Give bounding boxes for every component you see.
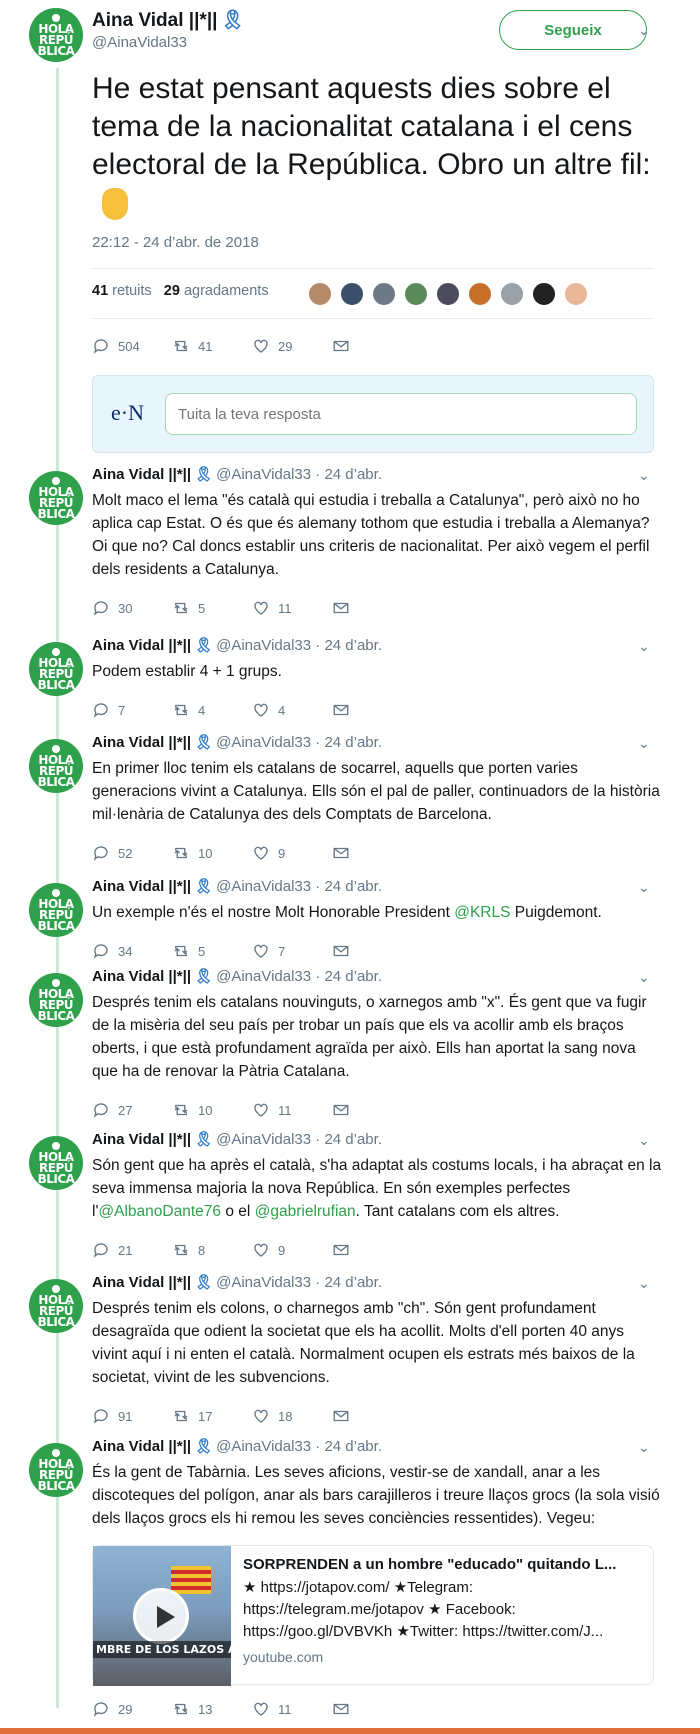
card-title[interactable]: SORPRENDEN a un hombre "educado" quitando L... [243, 1556, 617, 1573]
tweet-text [92, 489, 662, 581]
retweet-button[interactable] [172, 337, 224, 355]
avatar[interactable] [29, 642, 83, 696]
avatar-text: REPÚ [39, 32, 73, 47]
avatar-text: HOLA [38, 752, 74, 767]
liker-avatar[interactable] [531, 281, 557, 307]
tweet-text-part: Són gent que ha après el català, s'ha adaptat als costums locals, i ha abraçat en la seva immensa majoria la nova República. En són exemples perfectes l' [92, 1157, 662, 1220]
retweet-count: 5 [198, 600, 206, 616]
tweet-text-part: Després tenim els colons, o charnegos amb "ch". Són gent profundament desagraïda que odient la societat que els ha acollit. Molts d'ell porten 40 anys vivint aquí i ni enten el català. Normalment ocupen els estrats més baixos de la societat, vivint de les subvencions. [92, 1300, 635, 1386]
retweet-count: 5 [198, 943, 206, 959]
retweet-icon [172, 599, 190, 617]
tweet-header [92, 733, 382, 751]
avatar-text: REPÚ [39, 495, 73, 510]
tweet-actions [92, 701, 386, 719]
envelope-icon [332, 1407, 350, 1425]
reply-count: 34 [118, 943, 133, 959]
reply-button[interactable] [92, 599, 144, 617]
liker-avatar[interactable] [371, 281, 397, 307]
like-button[interactable] [252, 844, 304, 862]
reply-button[interactable] [92, 1407, 144, 1425]
tweet-actions [92, 844, 386, 862]
main-tweet-actions [92, 337, 386, 355]
envelope-icon [332, 599, 350, 617]
retweet-button[interactable] [172, 701, 224, 719]
avatar-text: BLICA [37, 1314, 75, 1329]
liker-avatar[interactable] [435, 281, 461, 307]
retweet-icon [172, 337, 190, 355]
reply-button[interactable] [92, 337, 144, 355]
tweet-header [92, 465, 382, 483]
envelope-icon [332, 337, 350, 355]
retweet-button[interactable] [172, 1700, 224, 1718]
avatar-text: BLICA [37, 1171, 75, 1186]
tweet-text-part: Puigdemont. [510, 904, 602, 921]
like-count: 11 [278, 600, 292, 616]
avatar-dot [52, 1142, 60, 1150]
retweet-button[interactable] [172, 1241, 224, 1259]
chevron-down-icon[interactable]: ⌄ [638, 735, 650, 751]
avatar-text: REPÚ [39, 1467, 73, 1482]
retweet-count: 10 [198, 845, 213, 861]
reply-count: 52 [118, 845, 133, 861]
avatar[interactable] [29, 1443, 83, 1497]
thumbnail-caption: MBRE DE LOS LAZOS AMA [93, 1641, 231, 1658]
envelope-icon [332, 1101, 350, 1119]
like-button[interactable] [252, 337, 304, 355]
tweet-header [92, 1437, 382, 1455]
ribbon-icon: 🎗 [194, 1438, 214, 1455]
tweet-text-part: Després tenim els catalans nouvinguts, o xarnegos amb "x". És gent que va fugir de la misèria del seu país per trobar un país que els va acollir amb els braços oberts, i que està profundament agraïda per això. Ells han aportat la sang nova que ha de renovar la Pàtria Catalana. [92, 994, 647, 1080]
avatar-text: HOLA [38, 986, 74, 1001]
card-description-line: https://telegram.me/jotapov ★ Facebook: [243, 1601, 516, 1618]
tweet-header [92, 1130, 382, 1148]
flag-image [171, 1566, 211, 1594]
author-name[interactable]: Aina Vidal ||*|| [92, 637, 192, 654]
divider [92, 318, 654, 319]
likes-count[interactable]: 29 [163, 283, 180, 299]
timestamp[interactable]: 22:12 - 24 d’abr. de 2018 [92, 234, 259, 251]
like-count: 11 [278, 1102, 292, 1118]
tweet-text [92, 901, 662, 924]
author-name[interactable]: Aina Vidal ||*|| [92, 1274, 192, 1291]
tweet-text-part: És la gent de Tabàrnia. Les seves aficions, vestir-se de xandall, anar a les discoteques del polígon, anar als bars carajilleros i treure llaços grocs (la sola visió dels llaços grocs els hi remou les seves conciències ressentides). Vegeu: [92, 1464, 660, 1527]
retweet-count: 10 [198, 1102, 213, 1118]
avatar-dot [52, 745, 60, 753]
retweet-count: 41 [198, 338, 213, 354]
envelope-icon [332, 701, 350, 719]
retweet-icon [172, 1101, 190, 1119]
engagement-stats [92, 283, 269, 299]
author-handle-date[interactable]: @AinaVidal33 · 24 d’abr. [216, 637, 382, 654]
reply-input[interactable] [165, 393, 637, 435]
avatar-text: HOLA [38, 1292, 74, 1307]
like-button[interactable] [252, 1241, 304, 1259]
retweet-count: 17 [198, 1408, 213, 1424]
ribbon-icon: 🎗 [194, 968, 214, 985]
message-button[interactable] [332, 701, 358, 719]
reply-count: 30 [118, 600, 133, 616]
ribbon-icon: 🎗 [194, 734, 214, 751]
avatar[interactable] [29, 8, 83, 62]
author-name-text: Aina Vidal ||*|| [92, 10, 218, 31]
retweet-button[interactable] [172, 1101, 224, 1119]
reply-count: 21 [118, 1242, 133, 1258]
reply-count: 29 [118, 1701, 133, 1717]
retweet-button[interactable] [172, 942, 224, 960]
heart-icon [252, 701, 270, 719]
video-link-card[interactable] [92, 1545, 654, 1685]
envelope-icon [332, 942, 350, 960]
tweet-text-part: Molt maco el lema "és català qui estudia i treballa a Catalunya", però això no ho aplica cap Estat. O és que és alemany tothom que estudia i treballa a Alemanya? Oi que no? Cal doncs establir uns criteris de nacionalitat. Per això vegem el perfil dels residents a Catalunya. [92, 492, 650, 578]
tweet-actions [92, 599, 386, 617]
envelope-icon [332, 1241, 350, 1259]
heart-icon [252, 1241, 270, 1259]
tweet-text [92, 991, 662, 1083]
card-site: youtube.com [243, 1649, 324, 1665]
author-name[interactable]: Aina Vidal ||*|| [92, 734, 192, 751]
retweet-icon [172, 1407, 190, 1425]
tweet-text [92, 660, 662, 683]
bottom-bar [0, 1728, 700, 1734]
reply-count: 91 [118, 1408, 133, 1424]
card-body [243, 1556, 643, 1665]
reply-button[interactable] [92, 701, 144, 719]
liker-avatar[interactable] [467, 281, 493, 307]
reply-button[interactable] [92, 942, 144, 960]
avatar-text: REPÚ [39, 997, 73, 1012]
avatar-text: BLICA [37, 1008, 75, 1023]
retweet-icon [172, 844, 190, 862]
reply-button[interactable] [92, 844, 144, 862]
avatar[interactable] [29, 883, 83, 937]
avatar[interactable] [29, 1279, 83, 1333]
retweet-icon [172, 701, 190, 719]
avatar[interactable] [29, 973, 83, 1027]
retweet-button[interactable] [172, 844, 224, 862]
avatar-dot [52, 14, 60, 22]
avatar-text: HOLA [38, 1456, 74, 1471]
tweet-text [92, 1461, 662, 1530]
avatar-text: BLICA [37, 506, 75, 521]
retweets-count[interactable]: 41 [92, 283, 109, 299]
like-count: 7 [278, 943, 286, 959]
message-button[interactable] [332, 1101, 358, 1119]
like-count: 9 [278, 1242, 286, 1258]
avatar[interactable] [29, 471, 83, 525]
mention-link[interactable]: @AlbanoDante76 [98, 1203, 222, 1220]
tweet-text [92, 1154, 662, 1223]
avatar[interactable] [29, 1136, 83, 1190]
author-handle-date[interactable]: @AinaVidal33 · 24 d’abr. [216, 1131, 382, 1148]
author-name[interactable]: Aina Vidal ||*|| [92, 878, 192, 895]
chevron-down-icon[interactable]: ⌄ [638, 467, 650, 483]
tweet-actions [92, 1407, 386, 1425]
reply-composer [92, 375, 654, 453]
author-handle-date[interactable]: @AinaVidal33 · 24 d’abr. [216, 466, 382, 483]
follow-button[interactable]: Segueix [499, 10, 647, 50]
ribbon-icon: 🎗 [194, 466, 214, 483]
reply-icon [92, 1241, 110, 1259]
author-handle-date[interactable]: @AinaVidal33 · 24 d’abr. [216, 1438, 382, 1455]
avatar-text: HOLA [38, 21, 74, 36]
like-button[interactable] [252, 1101, 304, 1119]
heart-icon [252, 1407, 270, 1425]
user-avatar-logo[interactable]: e·N [111, 400, 144, 425]
like-count: 11 [278, 1701, 292, 1717]
envelope-icon [332, 1700, 350, 1718]
chevron-down-icon[interactable]: ⌄ [638, 879, 650, 895]
avatar-dot [52, 979, 60, 987]
tweet-text-part: o el [221, 1203, 255, 1220]
avatar-dot [52, 1449, 60, 1457]
retweet-count: 4 [198, 702, 206, 718]
retweet-button[interactable] [172, 1407, 224, 1425]
card-description-line: ★ https://jotapov.com/ ★Telegram: [243, 1579, 474, 1596]
ribbon-icon: 🎗 [194, 1274, 214, 1291]
tweet-text-part: Podem establir 4 + 1 grups. [92, 663, 282, 680]
retweet-icon [172, 1700, 190, 1718]
mention-link[interactable]: @KRLS [454, 904, 511, 921]
avatar-text: HOLA [38, 655, 74, 670]
author-name[interactable]: Aina Vidal ||*|| [92, 466, 192, 483]
card-description [243, 1577, 643, 1643]
reply-icon [92, 844, 110, 862]
retweet-icon [172, 942, 190, 960]
avatar-text: REPÚ [39, 1160, 73, 1175]
like-button[interactable] [252, 701, 304, 719]
like-button[interactable] [252, 942, 304, 960]
chevron-down-icon[interactable]: ⌄ [638, 969, 650, 985]
card-description-line: https://goo.gl/DVBVKh ★Twitter: https://twitter.com/J... [243, 1623, 604, 1640]
avatar-text: BLICA [37, 918, 75, 933]
reply-icon [92, 337, 110, 355]
author-handle-date[interactable]: @AinaVidal33 · 24 d’abr. [216, 734, 382, 751]
message-button[interactable] [332, 1700, 358, 1718]
reply-count: 7 [118, 702, 126, 718]
avatar-text: BLICA [37, 1478, 75, 1493]
reply-icon [92, 599, 110, 617]
ribbon-icon: 🎗 [194, 1131, 214, 1148]
tweet-actions [92, 1101, 386, 1119]
chevron-down-icon[interactable]: ⌄ [638, 1275, 650, 1291]
liker-avatar[interactable] [339, 281, 365, 307]
avatar-dot [52, 477, 60, 485]
video-thumbnail[interactable] [93, 1546, 256, 1686]
reply-icon [92, 701, 110, 719]
likes-label[interactable]: agradaments [183, 283, 269, 299]
reply-count: 27 [118, 1102, 133, 1118]
like-count: 29 [278, 338, 293, 354]
tweet-header [92, 877, 382, 895]
liker-avatar[interactable] [499, 281, 525, 307]
message-button[interactable] [332, 1241, 358, 1259]
author-handle-date[interactable]: @AinaVidal33 · 24 d’abr. [216, 878, 382, 895]
chevron-down-icon[interactable]: ⌄ [638, 22, 650, 38]
reply-icon [92, 1101, 110, 1119]
chevron-down-icon[interactable]: ⌄ [638, 1439, 650, 1455]
avatar-text: BLICA [37, 43, 75, 58]
ribbon-icon: 🎗 [194, 637, 214, 654]
reply-count: 504 [118, 338, 140, 354]
like-count: 4 [278, 702, 286, 718]
like-button[interactable] [252, 1407, 304, 1425]
avatar-text: HOLA [38, 484, 74, 499]
avatar-dot [52, 1285, 60, 1293]
divider [92, 268, 654, 269]
main-tweet-text-body: He estat pensant aquests dies sobre el tema de la nacionalitat catalana i el cens electoral de la República. Obro un altre fil: [92, 72, 651, 181]
tweet-actions [92, 1241, 386, 1259]
tweet-actions [92, 1700, 386, 1718]
avatar-text: REPÚ [39, 1303, 73, 1318]
tweet-header [92, 1273, 382, 1291]
tweet-text [92, 757, 662, 826]
reply-button[interactable] [92, 1700, 144, 1718]
avatar-text: BLICA [37, 677, 75, 692]
tweet-header [92, 967, 382, 985]
like-button[interactable] [252, 1700, 304, 1718]
like-count: 18 [278, 1408, 293, 1424]
message-button[interactable] [332, 337, 358, 355]
reply-icon [92, 1407, 110, 1425]
reply-icon [92, 942, 110, 960]
author-name[interactable]: Aina Vidal ||*|| [92, 968, 192, 985]
reply-button[interactable] [92, 1101, 144, 1119]
retweet-icon [172, 1241, 190, 1259]
retweet-count: 8 [198, 1242, 206, 1258]
avatar-dot [52, 648, 60, 656]
avatar-text: BLICA [37, 774, 75, 789]
retweets-label[interactable]: retuits [112, 283, 152, 299]
avatar-text: HOLA [38, 896, 74, 911]
tweet-text [92, 1297, 662, 1389]
like-count: 9 [278, 845, 286, 861]
heart-icon [252, 1101, 270, 1119]
liker-avatar[interactable] [403, 281, 429, 307]
mention-link[interactable]: @gabrielrufian [254, 1203, 356, 1220]
tweet-text-part: Un exemple n'és el nostre Molt Honorable President [92, 904, 455, 921]
main-tweet-text [92, 70, 672, 222]
message-button[interactable] [332, 1407, 358, 1425]
tweet-actions [92, 942, 386, 960]
avatar-text: REPÚ [39, 763, 73, 778]
author-handle-date[interactable]: @AinaVidal33 · 24 d’abr. [216, 968, 382, 985]
play-icon[interactable] [133, 1588, 189, 1644]
liker-avatar[interactable] [563, 281, 589, 307]
heart-icon [252, 337, 270, 355]
reply-button[interactable] [92, 1241, 144, 1259]
liker-avatar[interactable] [307, 281, 333, 307]
ribbon-icon: 🎗 [194, 878, 214, 895]
message-button[interactable] [332, 942, 358, 960]
avatar-dot [52, 889, 60, 897]
avatar[interactable] [29, 739, 83, 793]
avatar-text: HOLA [38, 1149, 74, 1164]
ribbon-icon: 🎗 [220, 10, 245, 31]
tweet-header [92, 636, 382, 654]
message-button[interactable] [332, 599, 358, 617]
envelope-icon [332, 844, 350, 862]
heart-icon [252, 1700, 270, 1718]
author-handle-date[interactable]: @AinaVidal33 · 24 d’abr. [216, 1274, 382, 1291]
heart-icon [252, 844, 270, 862]
avatar-text: REPÚ [39, 666, 73, 681]
author-name[interactable]: Aina Vidal ||*|| [92, 1438, 192, 1455]
tweet-text-part: . Tant catalans com els altres. [355, 1203, 560, 1220]
author-handle[interactable]: @AinaVidal33 [92, 34, 188, 51]
retweet-count: 13 [198, 1701, 213, 1717]
message-button[interactable] [332, 844, 358, 862]
tweet-text-part: En primer lloc tenim els catalans de socarrel, aquells que porten varies generacions vivint a Catalunya. Ells són el pal de paller, continuadors de la història mil·lenària de Catalunya des dels Comptats de Barcelona. [92, 760, 660, 823]
heart-icon [252, 599, 270, 617]
author-name[interactable]: Aina Vidal ||*|| [92, 1131, 192, 1148]
reply-icon [92, 1700, 110, 1718]
chevron-down-icon[interactable]: ⌄ [638, 1132, 650, 1148]
retweet-button[interactable] [172, 599, 224, 617]
pointing-down-emoji-icon [102, 188, 128, 220]
like-button[interactable] [252, 599, 304, 617]
avatar-text: REPÚ [39, 907, 73, 922]
chevron-down-icon[interactable]: ⌄ [638, 638, 650, 654]
heart-icon [252, 942, 270, 960]
